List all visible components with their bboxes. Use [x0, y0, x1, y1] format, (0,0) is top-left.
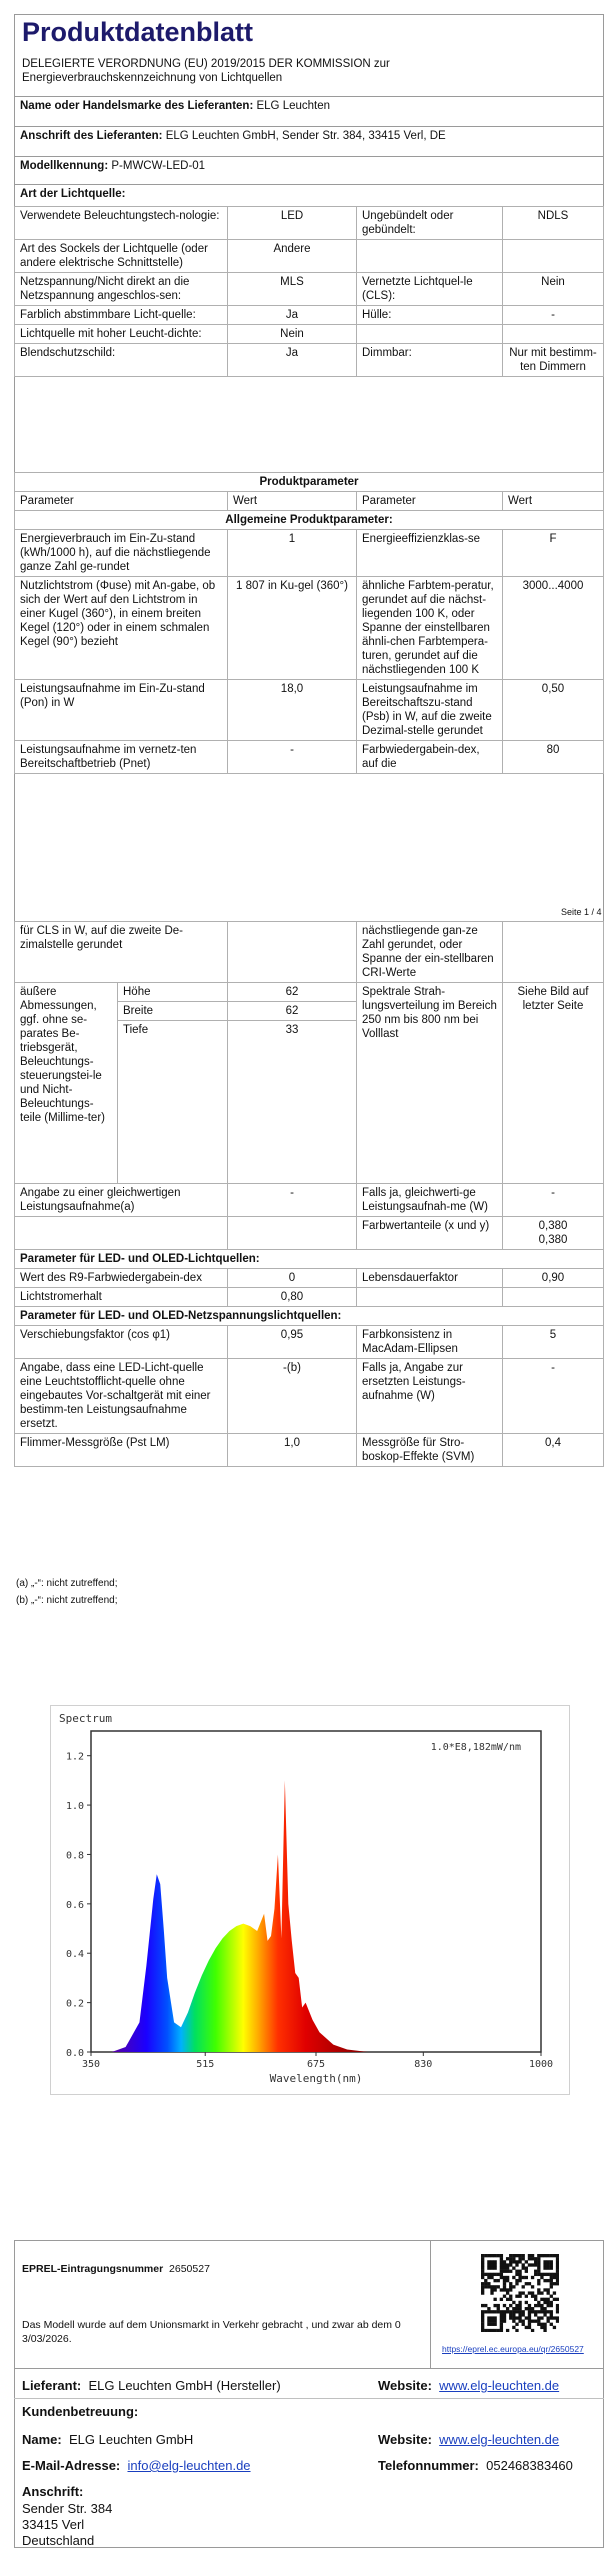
dim-depth-value: 33 [285, 1024, 299, 1036]
cont-value [228, 922, 357, 983]
dim-width-label: Breite [118, 1002, 228, 1021]
param-label: Nutzlichtstrom (Φuse) mit An-gabe, ob sich der Wert auf den Lichtstrom in einer Kugel (360°), in einem breiten Kegel (120°) oder in einem schmalen Kegel (90°) bezieht [15, 577, 228, 680]
type-label-2: Dimmbar: [357, 344, 503, 377]
type-label: Art des Sockels der Lichtquelle (oder andere elektrische Schnittstelle) [15, 240, 228, 273]
led-label: Wert des R9-Farbwiedergabein-dex [15, 1269, 228, 1288]
dim-height-label: Höhe [118, 983, 228, 1002]
contact-supplier-label: Lieferant: [22, 2378, 82, 2393]
eprel-number-row [22, 2263, 210, 2275]
service-website-link[interactable]: www.elg-leuchten.de [439, 2432, 560, 2447]
led-label: Lichtstromerhalt [15, 1288, 228, 1307]
type-label: Blendschutzschild: [15, 344, 228, 377]
service-email-label: E-Mail-Adresse: [22, 2458, 121, 2473]
mains-row [15, 1326, 604, 1359]
spectrum-chart [50, 1705, 570, 2095]
contact-supplier-value: ELG Leuchten GmbH (Hersteller) [88, 2378, 281, 2393]
page-number: Seite 1 / 4 [561, 907, 602, 917]
param-value-2: 80 [503, 741, 604, 774]
params-continued-table [14, 921, 604, 1467]
general-params-heading: Allgemeine Produktparameter: [15, 511, 604, 530]
light-type-heading: Art der Lichtquelle: [14, 184, 604, 206]
supplier-address-row [14, 126, 604, 150]
x-tick-label: 350 [81, 2059, 101, 2070]
type-label: Netzspannung/Nicht direkt an die Netzspannung angeschlos-sen: [15, 273, 228, 306]
led-params-heading: Parameter für LED- und OLED-Lichtquellen: [15, 1250, 604, 1269]
service-name-label: Name: [22, 2432, 62, 2447]
chart-annotation: 1.0*E8,182mW/nm [430, 1742, 521, 1753]
led-row [15, 1269, 604, 1288]
service-email-row [22, 2458, 251, 2473]
model-label: Modellkennung: [20, 160, 109, 172]
equiv-row [15, 1217, 604, 1250]
y-tick-label: 1.0 [65, 1801, 84, 1813]
spectrum-value: Siehe Bild auf letzter Seite [503, 983, 604, 1184]
mains-value: 0,95 [228, 1326, 357, 1359]
param-value-2: F [503, 530, 604, 577]
led-value-2: 0,90 [503, 1269, 604, 1288]
dim-height-value: 62 [228, 983, 356, 1002]
col-value-2: Wert [503, 492, 604, 511]
type-label: Lichtquelle mit hoher Leucht-dichte: [15, 325, 228, 344]
eprel-number-value: 2650527 [169, 2263, 210, 2275]
equiv-value [228, 1217, 357, 1250]
type-label-2 [357, 240, 503, 273]
param-label-2: ähnliche Farbtem-peratur, gerundet auf die nächst-liegenden 100 K, oder Spanne der einstellbaren ähnli-chen Farbtempera-turen, gerundet auf die nächstliegenden 100 K [357, 577, 503, 680]
type-label: Verwendete Beleuchtungstech-nologie: [15, 207, 228, 240]
mains-label: Angabe, dass eine LED-Licht-quelle eine Leuchtstofflicht-quelle ohne eingebautes Vor-schaltgerät mit einer bestimm-ten Leistungsaufnahme ersetzt. [15, 1359, 228, 1434]
type-value: LED [228, 207, 357, 240]
y-tick-label: 0.0 [65, 2048, 84, 2059]
eprel-number-label: EPREL-Eintragungsnummer [22, 2263, 164, 2275]
supplier-name-value: ELG Leuchten [256, 100, 331, 112]
customer-service-label: Kundenbetreuung: [22, 2404, 139, 2419]
mains-label: Flimmer-Messgröße (Pst LM) [15, 1434, 228, 1467]
equiv-value-2: - [503, 1184, 604, 1217]
service-website-label: Website: [378, 2432, 432, 2447]
param-value-2: 3000...4000 [503, 577, 604, 680]
param-value-2: 0,50 [503, 680, 604, 741]
led-label-2 [357, 1288, 503, 1307]
page-title: Produktdatenblatt [22, 17, 254, 47]
type-value: Nein [228, 325, 357, 344]
param-value: - [228, 741, 357, 774]
contact-website-label: Website: [378, 2378, 432, 2393]
service-name-row [22, 2432, 193, 2447]
eprel-qr-link[interactable]: https://eprel.ec.europa.eu/qr/2650527 [442, 2344, 584, 2354]
equiv-value: - [228, 1184, 357, 1217]
mains-label-2: Farbkonsistenz in MacAdam-Ellipsen [357, 1326, 503, 1359]
equiv-value-2: 0,380 0,380 [503, 1217, 604, 1250]
cont-value-2 [503, 922, 604, 983]
page-subtitle: DELEGIERTE VERORDNUNG (EU) 2019/2015 DER KOMMISSION zur Energieverbrauchskennzeichnung von Lichtquellen [22, 58, 390, 84]
model-value: P-MWCW-LED-01 [111, 160, 206, 172]
model-row [14, 156, 604, 180]
param-value: 18,0 [228, 680, 357, 741]
type-label-2: Ungebündelt oder gebündelt: [357, 207, 503, 240]
param-row [15, 577, 604, 680]
service-name-value: ELG Leuchten GmbH [68, 2432, 194, 2447]
service-email-link[interactable]: info@elg-leuchten.de [127, 2458, 251, 2473]
service-website-row [378, 2432, 559, 2447]
param-value: 1 807 in Ku-gel (360°) [228, 577, 357, 680]
mains-row [15, 1359, 604, 1434]
footnote-a: (a) „-“: nicht zutreffend; [16, 1578, 118, 1589]
type-value-2: NDLS [503, 207, 604, 240]
col-param-2: Parameter [357, 492, 503, 511]
dimensions-values-cell [228, 983, 357, 1184]
dimensions-label: äußere Abmessungen, ggf. ohne se-parates Be-triebsgerät, Beleuchtungs-steuerungstei-le und Nicht-Beleuchtungs-teile (Millime-ter) [15, 983, 118, 1183]
spectrum-label: Spektrale Strah-lungsverteilung im Bereich 250 nm bis 800 nm bei Volllast [357, 983, 503, 1184]
mains-label-2: Falls ja, Angabe zur ersetzten Leistungs-aufnahme (W) [357, 1359, 503, 1434]
type-row [15, 325, 604, 344]
type-value-2: Nur mit bestimm-ten Dimmern [503, 344, 604, 377]
param-label: Leistungsaufnahme im vernetz-ten Bereitschaftbetrieb (Pnet) [15, 741, 228, 774]
type-value: MLS [228, 273, 357, 306]
type-value: Ja [228, 306, 357, 325]
light-type-table [14, 206, 604, 377]
param-label-2: Farbwiedergabein-dex, auf die [357, 741, 503, 774]
type-label-2: Vernetzte Lichtquel-le (CLS): [357, 273, 503, 306]
contact-website-link[interactable]: www.elg-leuchten.de [439, 2378, 560, 2393]
x-axis-label: Wavelength(nm) [269, 2072, 363, 2085]
equiv-label-2: Falls ja, gleichwerti-ge Leistungsaufnah-me (W) [357, 1184, 503, 1217]
eprel-market-text: Das Modell wurde auf dem Unionsmarkt in Verkehr gebracht , und zwar ab dem 0 3/03/2026. [22, 2319, 401, 2345]
mains-value-2: - [503, 1359, 604, 1434]
param-row [15, 530, 604, 577]
dim-width-value: 62 [228, 1002, 356, 1021]
mains-label: Verschiebungsfaktor (cos φ1) [15, 1326, 228, 1359]
service-address-label: Anschrift: [22, 2484, 84, 2499]
led-value-2 [503, 1288, 604, 1307]
service-phone-value: 052468383460 [486, 2458, 573, 2473]
type-row [15, 240, 604, 273]
product-params-heading: Produktparameter [15, 473, 604, 492]
mains-value-2: 5 [503, 1326, 604, 1359]
service-phone-label: Telefonnummer: [378, 2458, 479, 2473]
y-tick-label: 0.2 [65, 1998, 84, 2010]
x-tick-label: 830 [414, 2059, 433, 2070]
type-row [15, 207, 604, 240]
equiv-label [15, 1217, 228, 1250]
supplier-name-label: Name oder Handelsmarke des Lieferanten: [20, 100, 254, 112]
dimensions-cell [15, 983, 228, 1184]
param-label: Energieverbrauch im Ein-Zu-stand (kWh/1000 h), auf die nächstliegende ganze Zahl ge-rundet [15, 530, 228, 577]
y-tick-label: 0.8 [65, 1850, 84, 1862]
param-row [15, 680, 604, 741]
led-mains-heading: Parameter für LED- und OLED-Netzspannungslichtquellen: [15, 1307, 604, 1326]
equiv-label-2: Farbwertanteile (x und y) [357, 1217, 503, 1250]
led-value: 0 [228, 1269, 357, 1288]
supplier-address-label: Anschrift des Lieferanten: [20, 130, 163, 142]
type-value: Andere [228, 240, 357, 273]
mains-row [15, 1434, 604, 1467]
type-label-2 [357, 325, 503, 344]
product-params-table [14, 472, 604, 774]
address-line: 33415 Verl [22, 2517, 85, 2532]
mains-value: -(b) [228, 1359, 357, 1434]
param-row [15, 741, 604, 774]
service-phone-row [378, 2458, 573, 2473]
qr-code-icon [481, 2254, 559, 2332]
y-tick-label: 1.2 [65, 1751, 84, 1763]
type-value: Ja [228, 344, 357, 377]
y-tick-label: 0.6 [65, 1899, 84, 1911]
param-label: Leistungsaufnahme im Ein-Zu-stand (Pon) in W [15, 680, 228, 741]
contact-website-row [378, 2378, 559, 2393]
type-row [15, 306, 604, 325]
service-address [22, 2501, 112, 2549]
mains-value-2: 0,4 [503, 1434, 604, 1467]
led-row [15, 1288, 604, 1307]
param-label-2: Leistungsaufnahme im Bereitschaftszu-stand (Psb) in W, auf die zweite Dezimal-stelle gerundet [357, 680, 503, 741]
equiv-label: Angabe zu einer gleichwertigen Leistungsaufnahme(a) [15, 1184, 228, 1217]
mains-value: 1,0 [228, 1434, 357, 1467]
type-row [15, 344, 604, 377]
type-label: Farblich abstimmbare Licht-quelle: [15, 306, 228, 325]
y-tick-label: 0.4 [65, 1949, 84, 1961]
contact-supplier-row [22, 2378, 281, 2393]
type-row [15, 273, 604, 306]
cont-label-2: nächstliegende gan-ze Zahl gerundet, oder Spanne der ein-stellbaren CRI-Werte [357, 922, 503, 983]
spectrum-svg [51, 1706, 569, 2094]
type-value-2 [503, 325, 604, 344]
param-value: 1 [228, 530, 357, 577]
mains-label-2: Messgröße für Stro-boskop-Effekte (SVM) [357, 1434, 503, 1467]
type-value-2: Nein [503, 273, 604, 306]
x-tick-label: 675 [306, 2059, 326, 2070]
footnote-b: (b) „-“: nicht zutreffend; [16, 1595, 118, 1606]
cont-label: für CLS in W, auf die zweite De-zimalstelle gerundet [15, 922, 228, 983]
x-tick-label: 515 [196, 2059, 215, 2070]
equiv-row [15, 1184, 604, 1217]
supplier-name-row [14, 96, 604, 120]
type-value-2: - [503, 306, 604, 325]
param-label-2: Energieeffizienzklas-se [357, 530, 503, 577]
col-value-1: Wert [228, 492, 357, 511]
led-value: 0,80 [228, 1288, 357, 1307]
x-tick-label: 1000 [528, 2059, 554, 2070]
supplier-address-value: ELG Leuchten GmbH, Sender Str. 384, 33415 Verl, DE [165, 130, 446, 142]
chart-title: Spectrum [59, 1712, 112, 1725]
address-line: Deutschland [22, 2533, 95, 2548]
type-label-2: Hülle: [357, 306, 503, 325]
cont-row [15, 922, 604, 983]
dim-depth-label: Tiefe [123, 1024, 149, 1036]
led-label-2: Lebensdauerfaktor [357, 1269, 503, 1288]
type-value-2 [503, 240, 604, 273]
address-line: Sender Str. 384 [22, 2501, 113, 2516]
col-param-1: Parameter [15, 492, 228, 511]
